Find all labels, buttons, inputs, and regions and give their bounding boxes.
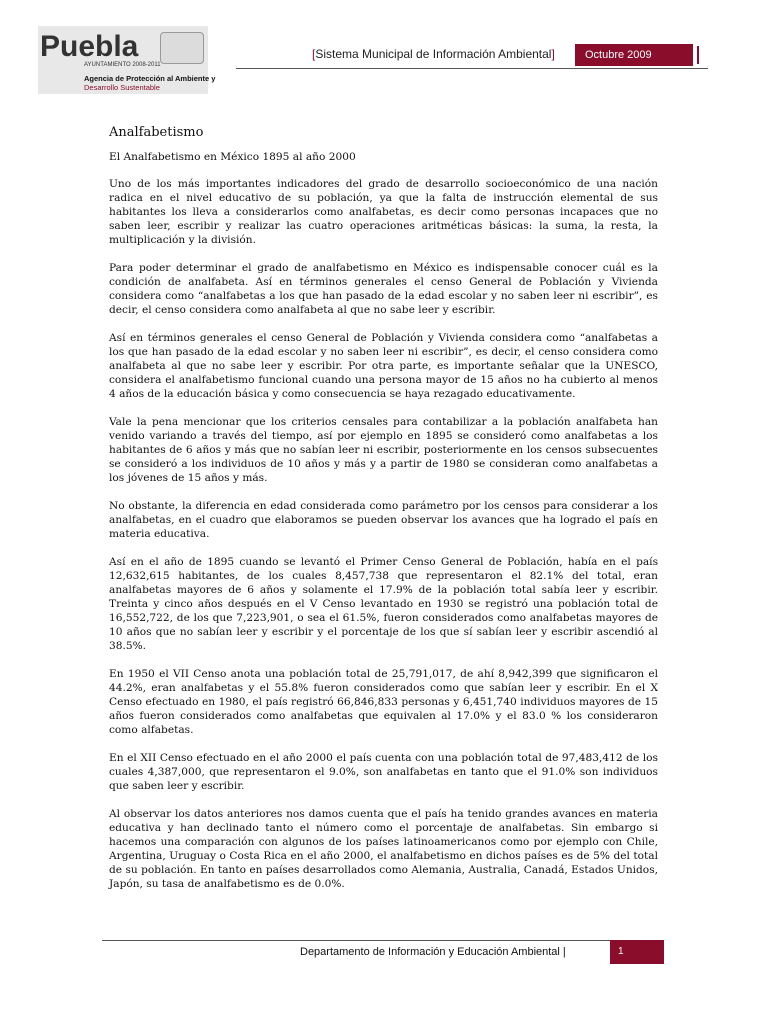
- paragraph: Así en términos generales el censo General de Población y Vivienda considera como “analfabetas a los que han pasado de la edad escolar y no saben leer ni escribir”, es decir, el censo considera como analfabeta al que no sabe leer y escribir. Por otra parte, es importante señalar que la UNESCO, considera el analfabetismo funcional cuando una persona mayor de 15 años no ha cubierto al menos 4 años de la educación básica y como consecuencia se haya rezagado educativamente.: [109, 332, 658, 400]
- paragraph: No obstante, la diferencia en edad considerada como parámetro por los censos para considerar a los analfabetas, en el cuadro que elaboramos se pueden observar los avances que ha logrado el país en materia educativa.: [109, 500, 658, 540]
- paragraph: En el XII Censo efectuado en el año 2000 el país cuenta con una población total de 97,483,412 de los cuales 4,387,000, que representaron el 9.0%, son analfabetas en tanto que el 91.0% son individuos que saben leer y escribir.: [109, 752, 658, 792]
- page-number: 1: [610, 940, 664, 964]
- seal-icon: [160, 32, 204, 64]
- paragraph: Uno de los más importantes indicadores del grado de desarrollo socioeconómico de una nación radica en el nivel educativo de su población, ya que la falta de instrucción elemental de sus habitantes los lleva a considerarlos como analfabetas, es decir como personas incapaces que no saben leer, escribir y realizar las cuatro operaciones aritméticas básicas: la suma, la resta, la multiplicación y la división.: [109, 178, 658, 246]
- header-divider: [697, 46, 699, 64]
- agency-line-2: Desarrollo Sustentable: [84, 83, 160, 92]
- agency-name: [84, 74, 215, 92]
- header-title: [312, 47, 555, 61]
- footer-rule: [102, 940, 622, 941]
- header-date: Octubre 2009: [575, 44, 693, 66]
- logo-wordmark: Puebla: [40, 30, 139, 63]
- paragraph: Al observar los datos anteriores nos damos cuenta que el país ha tenido grandes avances en materia educativa y han declinado tanto el número como el porcentaje de analfabetas. Sin embargo si hacemos una comparación con algunos de los países latinoamericanos como por ejemplo con Chile, Argentina, Uruguay o Costa Rica en el año 2000, el analfabetismo en dichos países es de 5% del total de su población. En tanto en países desarrollados como Alemania, Australia, Canadá, Estados Unidos, Japón, su tasa de analfabetismo es de 0.0%.: [109, 808, 658, 890]
- bracket-close: ]: [551, 47, 555, 61]
- paragraph: En 1950 el VII Censo anota una población total de 25,791,017, de ahí 8,942,399 que significaron el 44.2%, eran analfabetas y el 55.8% fueron considerados como que sabían leer y escribir. En el X Censo efectuado en 1980, el país registró 66,846,833 personas y 6,451,740 individuos mayores de 15 años fueron considerados como analfabetas que equivalen al 17.0% y el 83.0 % los consideraron como alfabetas.: [109, 668, 658, 736]
- footer-department: Departamento de Información y Educación Ambiental |: [300, 946, 566, 958]
- system-name: Sistema Municipal de Información Ambiental: [315, 47, 552, 61]
- logo-subtitle: AYUNTAMIENTO 2008-2011: [84, 62, 161, 68]
- document-subtitle: El Analfabetismo en México 1895 al año 2000: [109, 151, 356, 163]
- paragraph: Así en el año de 1895 cuando se levantó el Primer Censo General de Población, había en el país 12,632,615 habitantes, de los cuales 8,457,738 que representaron el 82.1% del total, eran analfabetas mayores de 6 años y solamente el 17.9% de la población total sabía leer y escribir. Treinta y cinco años después en el V Censo levantado en 1930 se registró una población total de 16,552,722, de los que 7,223,901, o sea el 61.5%, fueron considerados como analfabetas mayores de 10 años que no sabían leer y escribir y el porcentaje de los que sí sabían leer y escribir ascendió al 38.5%.: [109, 556, 658, 652]
- bracket-open: [: [312, 47, 316, 61]
- paragraph: Para poder determinar el grado de analfabetismo en México es indispensable conocer cuál es la condición de analfabeta. Así en términos generales el censo General de Población y Vivienda considera como “analfabetas a los que han pasado de la edad escolar y no saben leer ni escribir”, es decir, el censo considera como analfabeta al que no sabe leer y escribir.: [109, 262, 658, 316]
- header-rule: [236, 68, 708, 69]
- agency-line-1: Agencia de Protección al Ambiente y: [84, 74, 216, 83]
- paragraph: Vale la pena mencionar que los criterios censales para contabilizar a la población analfabeta han venido variando a través del tiempo, así por ejemplo en 1895 se consideró como analfabetas a los habitantes de 6 años y más que no sabían leer ni escribir, posteriormente en los censos subsecuentes se consideró a los individuos de 10 años y más y a partir de 1980 se consideran como analfabetas a los jóvenes de 15 años y más.: [109, 416, 658, 484]
- document-body: [109, 126, 658, 905]
- document-heading: Analfabetismo: [109, 125, 204, 140]
